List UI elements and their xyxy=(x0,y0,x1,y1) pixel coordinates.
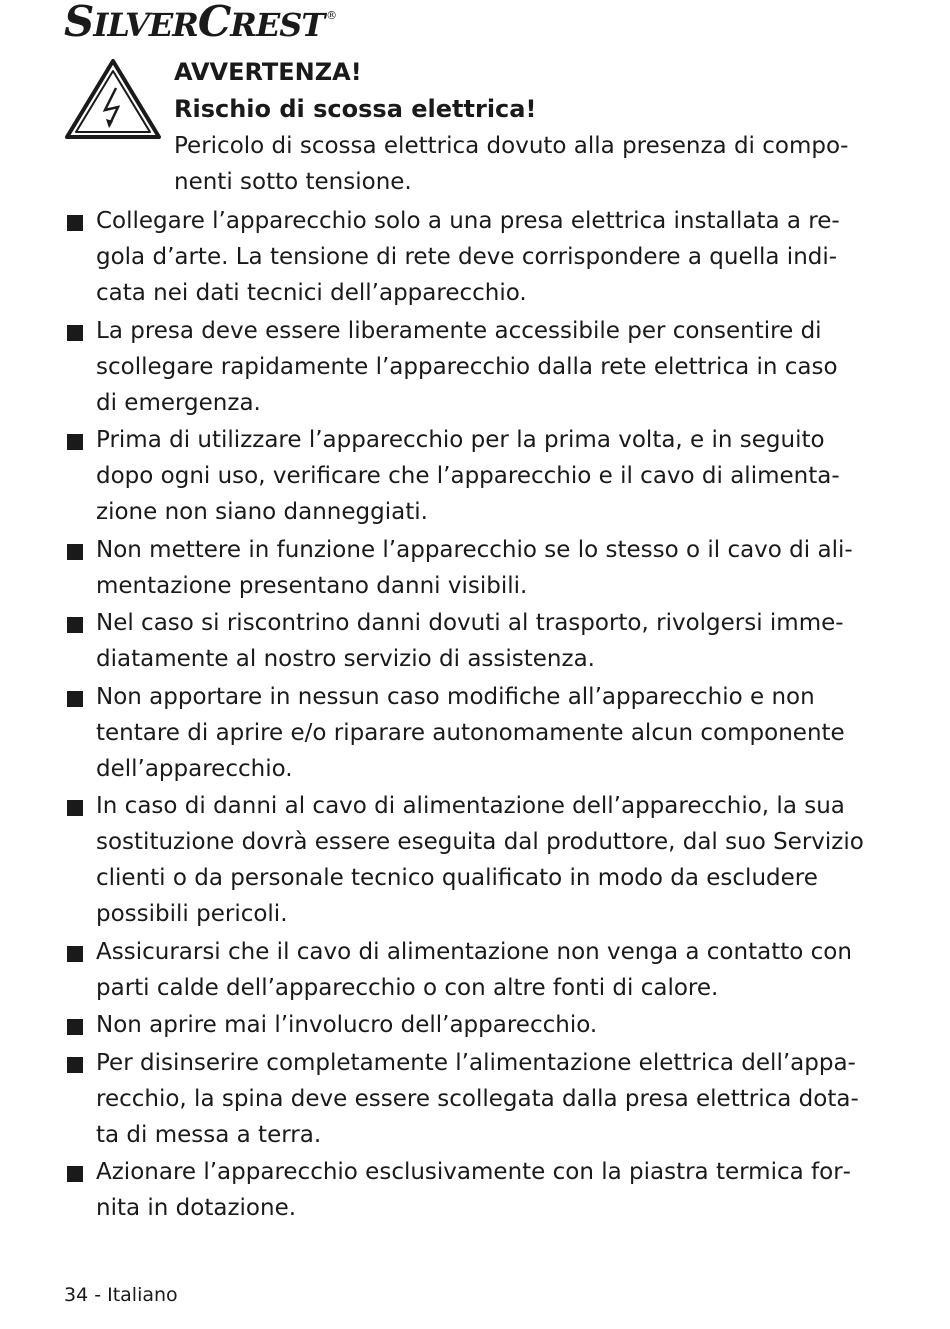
list-item-text: La presa deve essere liberamente accessibile per consentire di scollegare rapidamente l’apparecchio dalla rete elettrica in caso di emergenza. xyxy=(96,317,838,416)
list-item-text: Azionare l’apparecchio esclusivamente con la piastra termica fornita in dotazione. xyxy=(96,1159,851,1221)
list-item-text: Non mettere in funzione l’apparecchio se lo stesso o il cavo di alimentazione presentano danni visibili. xyxy=(96,536,853,599)
registered-mark: ® xyxy=(326,9,337,22)
warning-block xyxy=(174,54,874,200)
list-item-text: Collegare l’apparecchio solo a una presa elettrica installata a regola d’arte. La tensione di rete deve corrispondere a quella indicata nei dati tecnici dell’apparecchio. xyxy=(96,208,840,306)
warning-subtitle: Rischio di scossa elettrica! xyxy=(174,95,537,123)
electric-shock-warning-icon xyxy=(64,58,162,140)
list-item xyxy=(64,313,864,421)
list-item-text: Assicurarsi che il cavo di alimentazione non venga a contatto con parti calde dell’apparecchio o con altre fonti di calore. xyxy=(96,938,852,1001)
list-item-text: Prima di utilizzare l’apparecchio per la prima volta, e in seguito dopo ogni uso, verificare che l’apparecchio e il cavo di alimentazione non siano danneggiati. xyxy=(96,427,840,525)
black-square-bullet-icon xyxy=(67,946,83,962)
black-square-bullet-icon xyxy=(67,544,83,560)
black-square-bullet-icon xyxy=(67,325,83,341)
list-item xyxy=(64,422,864,530)
list-item-text: Non apportare in nessun caso modifiche all’apparecchio e non tentare di aprire e/o riparare autonomamente alcun componente dell’apparecchio. xyxy=(96,683,845,782)
list-item xyxy=(64,1045,864,1153)
black-square-bullet-icon xyxy=(67,1057,83,1073)
black-square-bullet-icon xyxy=(67,434,83,450)
list-item-text: Per disinserire completamente l’alimentazione elettrica dell’apparecchio, la spina deve essere scollegata dalla presa elettrica dotata di messa a terra. xyxy=(96,1049,859,1148)
warning-body: Pericolo di scossa elettrica dovuto alla presenza di componenti sotto tensione. xyxy=(174,133,849,195)
black-square-bullet-icon xyxy=(67,617,83,633)
list-item-text: In caso di danni al cavo di alimentazione dell’apparecchio, la sua sostituzione dovrà essere eseguita dal produttore, dal suo Servizio clienti o da personale tecnico qualificato in modo da escludere possibili pericoli. xyxy=(96,793,864,927)
list-item xyxy=(64,1007,864,1043)
black-square-bullet-icon xyxy=(67,1166,83,1182)
black-square-bullet-icon xyxy=(67,800,83,816)
safety-instructions-list xyxy=(64,203,864,1228)
list-item xyxy=(64,788,864,932)
list-item xyxy=(64,605,864,677)
list-item xyxy=(64,934,864,1006)
black-square-bullet-icon xyxy=(67,691,83,707)
black-square-bullet-icon xyxy=(67,215,83,231)
list-item xyxy=(64,532,864,604)
list-item xyxy=(64,1154,864,1226)
list-item xyxy=(64,203,864,311)
page-footer: 34 - Italiano xyxy=(64,1284,178,1306)
warning-title: AVVERTENZA! xyxy=(174,58,362,86)
black-square-bullet-icon xyxy=(67,1019,83,1035)
list-item-text: Non aprire mai l’involucro dell’apparecchio. xyxy=(96,1012,598,1038)
silvercrest-logo: SILVERCREST ® xyxy=(64,0,337,46)
list-item xyxy=(64,679,864,787)
list-item-text: Nel caso si riscontrino danni dovuti al trasporto, rivolgersi immediatamente al nostro servizio di assistenza. xyxy=(96,610,844,672)
